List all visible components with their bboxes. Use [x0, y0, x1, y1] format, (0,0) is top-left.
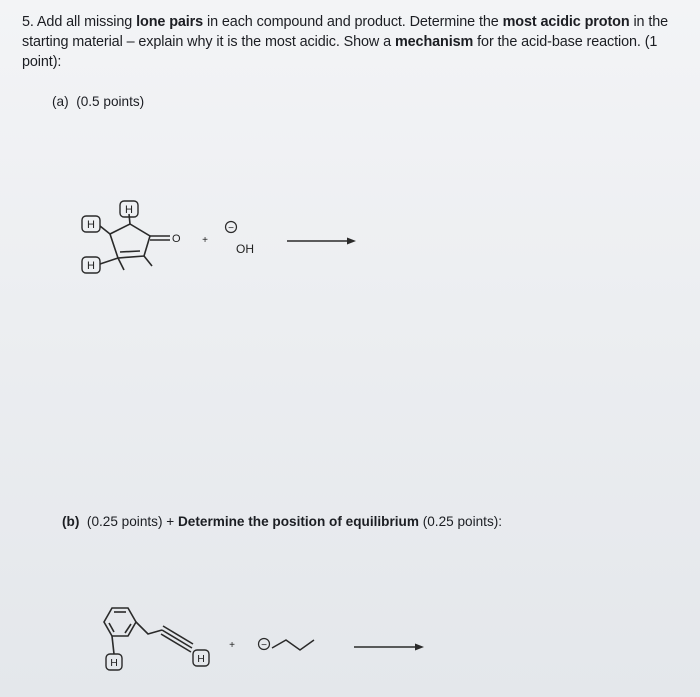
bond-to-left-h: [100, 226, 110, 234]
five-membered-ring: [110, 224, 150, 258]
question-lone-pairs: lone pairs: [136, 14, 204, 30]
part-a-starting-material: [100, 214, 170, 270]
methyl-stub: [118, 258, 124, 270]
part-b-h-boxes: [106, 650, 209, 670]
question-seg1: Add all missing: [36, 14, 133, 30]
hydroxide-label: OH: [236, 242, 254, 256]
methyl-stub-2: [144, 256, 152, 266]
part-b-points: (0.25 points) +: [86, 514, 175, 529]
hydroxide-reagent: [226, 222, 255, 257]
part-a-plus: +: [202, 235, 208, 246]
b-negative-charge-sign: −: [261, 640, 267, 651]
part-b-starting-material: [104, 608, 193, 654]
part-b-base: [259, 639, 315, 652]
part-b-task: Determine the position of equilibrium: [177, 514, 419, 529]
h-label-left: H: [87, 219, 95, 231]
negative-charge-sign: −: [228, 223, 234, 234]
question-seg5: in the starting material – explain why it is the most acidic. Show a: [22, 14, 669, 50]
h-label-top: H: [125, 204, 133, 216]
question-seg7: for the acid-base reaction. (1 point):: [22, 34, 658, 70]
part-b-task-points: (0.25 points):: [422, 514, 503, 529]
question-mechanism: mechanism: [394, 34, 474, 50]
part-b-label: (b): [62, 514, 80, 529]
triple-bond-2: [163, 626, 193, 644]
h-label-lower: H: [87, 260, 95, 272]
question-number: 5.: [22, 14, 34, 30]
alkyl-chain: [272, 640, 314, 650]
h-label-aryl: H: [110, 657, 118, 669]
h-label-alkyne: H: [197, 653, 205, 665]
part-a-points: (0.5 points): [76, 94, 145, 109]
triple-bond-3: [161, 634, 191, 652]
bond-to-aryl-h: [112, 636, 114, 654]
part-a-arrow: [287, 238, 356, 245]
carbonyl-oxygen: O: [172, 233, 181, 245]
ring-double-bond: [120, 251, 140, 252]
triple-bond-1: [162, 630, 192, 648]
part-b-plus: +: [229, 640, 235, 651]
bond-to-lower-h: [100, 258, 118, 264]
benzyl-chain: [136, 622, 162, 634]
part-a-label: (a): [52, 94, 69, 109]
part-b-arrow: [354, 644, 424, 651]
question-most-acidic: most acidic proton: [502, 14, 630, 30]
question-seg3: in each compound and product. Determine the: [207, 14, 499, 30]
part-a-h-boxes: [82, 201, 138, 273]
